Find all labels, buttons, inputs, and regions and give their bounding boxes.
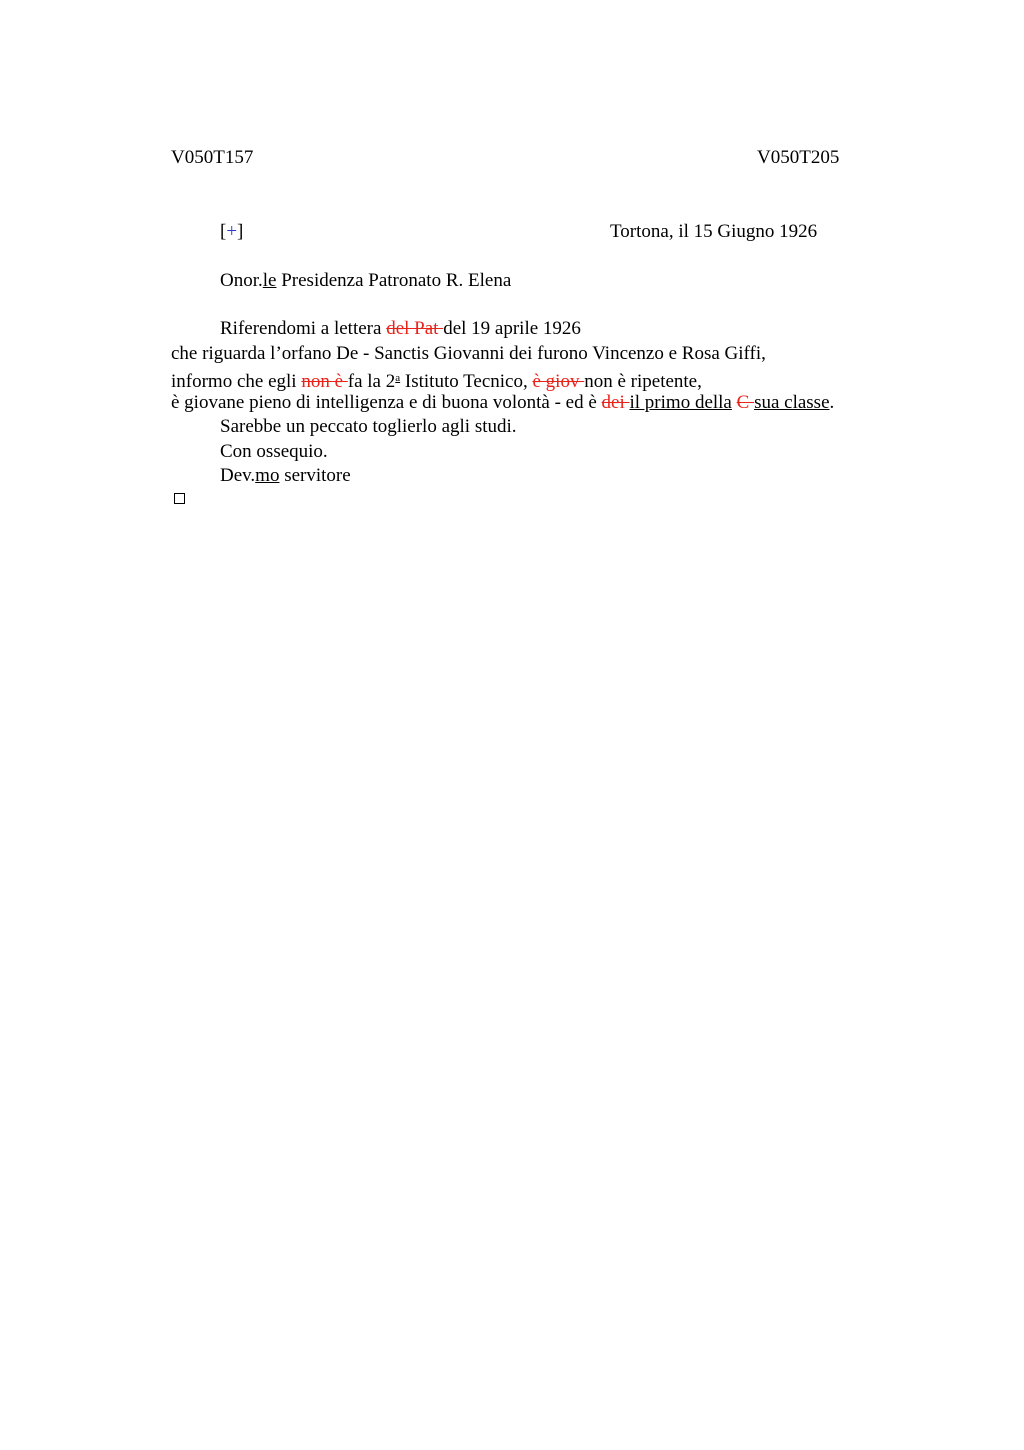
salutation-recipient: Presidenza Patronato R. Elena [276,270,512,291]
marker-close-bracket: ] [237,221,244,242]
body-line-2: che riguarda l’orfano De - Sanctis Giovanni dei furono Vincenzo e Rosa Giffi, [171,343,766,364]
deleted-text: dei [601,392,630,413]
body-line-1 [220,317,581,341]
salutation [220,269,511,293]
text-segment: non è ripetente, [584,371,702,392]
text-segment: fa la 2 [347,371,396,392]
text-segment: . [829,392,835,413]
salutation-abbreviation: le [262,270,277,291]
text-segment: del 19 aprile 1926 [443,318,581,339]
text-segment: Riferendomi a lettera [220,318,387,339]
marker-open-bracket: [ [220,221,227,242]
salutation-prefix: Onor. [220,270,263,291]
closing-prefix: Dev. [220,465,256,486]
text-segment: Istituto Tecnico, [400,371,533,392]
deleted-text: non è [301,371,348,392]
body-line-6: Con ossequio. [220,441,328,462]
plus-icon[interactable]: + [226,221,238,242]
inserted-text: il primo della [629,392,732,413]
superscript-ordinal: a [395,372,401,384]
deleted-text: C [736,392,755,413]
document-code-left: V050T157 [171,147,254,168]
document-code-right: V050T205 [757,147,840,168]
body-line-5: Sarebbe un peccato toglierlo agli studi. [220,416,517,437]
deleted-text: è giov [532,371,585,392]
inserted-text: sua classe [754,392,830,413]
deleted-text: del Pat [386,318,444,339]
closing-abbreviation: mo [255,465,280,486]
closing [220,464,351,488]
letter-date: Tortona, il 15 Giugno 1926 [610,221,818,242]
text-segment: informo che egli [171,371,302,392]
body-line-3 [171,366,702,390]
checkbox-icon[interactable] [174,493,185,504]
text-segment: è giovane pieno di intelligenza e di buona volontà - ed è [171,392,602,413]
expand-marker[interactable] [220,220,243,244]
closing-word: servitore [279,465,351,486]
body-line-4 [171,391,834,415]
